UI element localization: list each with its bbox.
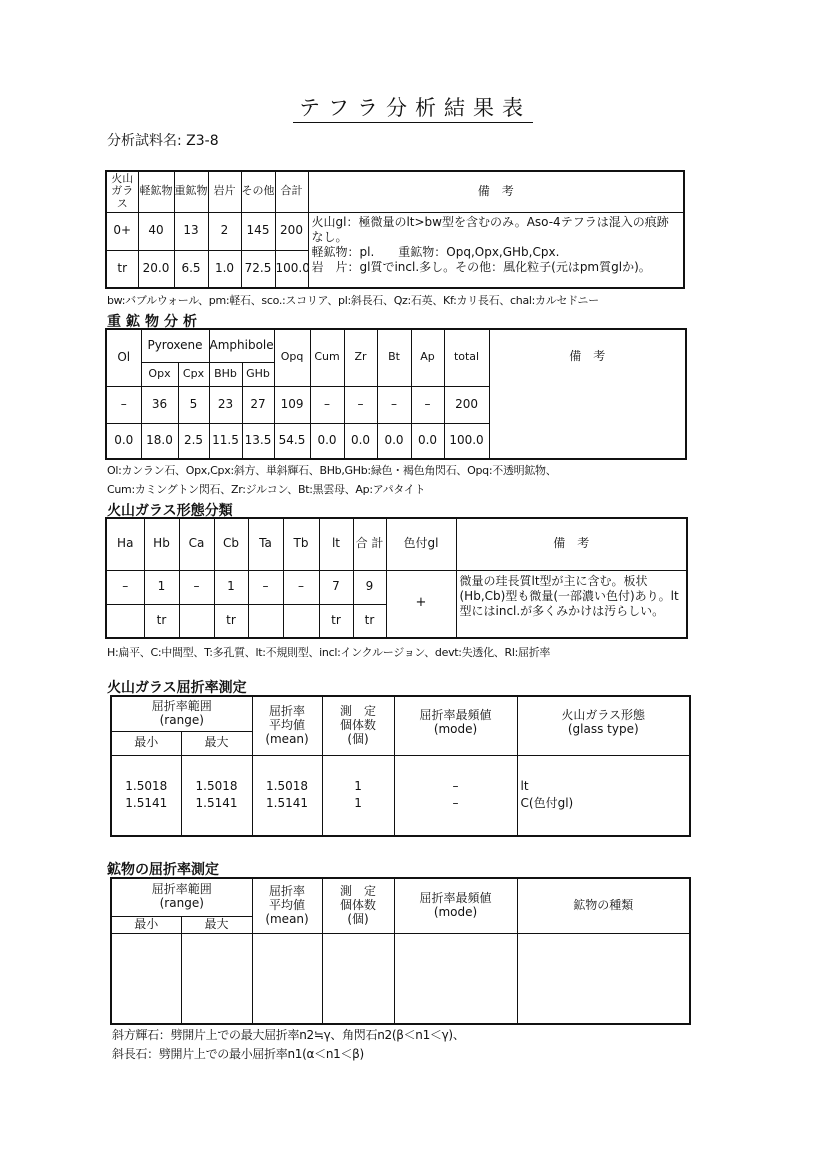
header-cum: Cum bbox=[310, 329, 344, 386]
cell: – bbox=[344, 386, 377, 423]
page-title: テフラ分析結果表 bbox=[0, 92, 826, 122]
header-mean-line: 屈折率 bbox=[269, 884, 306, 899]
mineral-ri-table bbox=[110, 877, 691, 1025]
header-ap: Ap bbox=[411, 329, 444, 386]
glass-ri-header-row bbox=[111, 696, 690, 731]
heavy-mineral-section-title: 重鉱物分析 bbox=[107, 314, 202, 330]
cell-mode bbox=[394, 933, 517, 1024]
cell: 13.5 bbox=[242, 423, 274, 459]
header-mineral-kind: 鉱物の種類 bbox=[517, 878, 690, 933]
cell: 109 bbox=[274, 386, 310, 423]
header-volcanic-glass: 火山ガラス bbox=[106, 171, 138, 212]
header-max: 最大 bbox=[181, 731, 252, 755]
header-range bbox=[111, 696, 252, 731]
cell bbox=[248, 604, 283, 638]
header-total: 合計 bbox=[275, 171, 308, 212]
cell-mineral-kind bbox=[517, 933, 690, 1024]
cell: 72.5 bbox=[241, 250, 275, 288]
cell-mean: 1.5018 1.5141 bbox=[252, 755, 322, 836]
cell: 200 bbox=[275, 212, 308, 250]
cell: 2 bbox=[208, 212, 241, 250]
cell: 100.0 bbox=[444, 423, 489, 459]
cell: – bbox=[106, 570, 144, 604]
cell: 18.0 bbox=[141, 423, 178, 459]
cell bbox=[283, 604, 319, 638]
header-ghb: GHb bbox=[242, 362, 274, 386]
cell: tr bbox=[106, 250, 138, 288]
cell: 54.5 bbox=[274, 423, 310, 459]
header-tb: Tb bbox=[283, 518, 319, 570]
heavy-mineral-table bbox=[105, 328, 687, 460]
cell: 6.5 bbox=[174, 250, 208, 288]
cell: 13 bbox=[174, 212, 208, 250]
glass-header-row bbox=[106, 518, 687, 570]
mineral-ri-header-row bbox=[111, 878, 690, 916]
composition-legend: bw:バブルウォール、pm:軽石、sco.:スコリア、pl:斜長石、Qz:石英、Kf:カリ長石、chal:カルセドニー bbox=[107, 294, 599, 307]
cell: – bbox=[179, 570, 214, 604]
header-count-line: 測 定 bbox=[340, 884, 377, 899]
sample-name: 分析試料名: Z3-8 bbox=[107, 133, 219, 149]
cell-min bbox=[111, 933, 181, 1024]
header-glass-type-line: 火山ガラス形態 bbox=[561, 708, 646, 722]
header-hb: Hb bbox=[144, 518, 179, 570]
cell: 11.5 bbox=[209, 423, 242, 459]
header-mode-line: 屈折率最頻値 bbox=[419, 708, 492, 722]
header-mode bbox=[394, 696, 517, 755]
header-ha: Ha bbox=[106, 518, 144, 570]
header-mean bbox=[252, 878, 322, 933]
cell bbox=[179, 604, 214, 638]
header-glass-type bbox=[517, 696, 690, 755]
composition-count-row bbox=[106, 212, 684, 250]
cell: – bbox=[377, 386, 411, 423]
cell: 1 bbox=[144, 570, 179, 604]
mineral-ri-note-1: 斜方輝石：劈開片上での最大屈折率n2≒γ、角閃石n2(β＜n1＜γ)、 bbox=[112, 1028, 465, 1042]
header-max: 最大 bbox=[181, 916, 252, 933]
cell: 0.0 bbox=[106, 423, 141, 459]
cell: – bbox=[248, 570, 283, 604]
cell: 2.5 bbox=[178, 423, 209, 459]
cell: 200 bbox=[444, 386, 489, 423]
glass-legend: H:扁平、C:中間型、T:多孔質、lt:不規則型、incl:インクルージョン、devt:失透化、Rl:屈折率 bbox=[107, 646, 551, 659]
header-range-en: (range) bbox=[159, 896, 204, 911]
cell-max bbox=[181, 933, 252, 1024]
cell-glass-type: lt C(色付gl) bbox=[517, 755, 690, 836]
header-pyroxene: Pyroxene bbox=[141, 329, 209, 362]
composition-remarks bbox=[308, 212, 684, 288]
cell: 100.0 bbox=[275, 250, 308, 288]
cell-count: 1 1 bbox=[322, 755, 394, 836]
header-glass-type-line: (glass type) bbox=[567, 721, 639, 736]
header-count-line: (個) bbox=[347, 731, 369, 746]
cell: – bbox=[310, 386, 344, 423]
cell: 145 bbox=[241, 212, 275, 250]
header-count-line: 個体数 bbox=[340, 897, 377, 912]
remark-line: 火山gl：極微量のlt>bw型を含むのみ。Aso-4テフラは混入の痕跡なし。 bbox=[311, 214, 669, 244]
mineral-ri-section-title: 鉱物の屈折率測定 bbox=[107, 862, 219, 878]
header-count-line: 個体数 bbox=[340, 717, 377, 732]
header-range-en: (range) bbox=[159, 712, 204, 727]
header-total: 合 計 bbox=[353, 518, 386, 570]
heavy-remarks: 備 考 bbox=[489, 329, 686, 459]
header-heavy-mineral: 重鉱物 bbox=[174, 171, 208, 212]
header-cpx: Cpx bbox=[178, 362, 209, 386]
header-ol: Ol bbox=[106, 329, 141, 386]
header-bt: Bt bbox=[377, 329, 411, 386]
cell bbox=[106, 604, 144, 638]
cell: 5 bbox=[178, 386, 209, 423]
cell: tr bbox=[214, 604, 248, 638]
cell: tr bbox=[144, 604, 179, 638]
cell: 27 bbox=[242, 386, 274, 423]
header-min: 最小 bbox=[111, 916, 181, 933]
colored-glass-value: + bbox=[386, 570, 456, 638]
cell-max: 1.5018 1.5141 bbox=[181, 755, 252, 836]
header-ca: Ca bbox=[179, 518, 214, 570]
heavy-legend-line-2: Cum:カミングトン閃石、Zr:ジルコン、Bt:黒雲母、Ap:アパタイト bbox=[107, 483, 426, 496]
mineral-ri-note-2: 斜長石：劈開片上での最小屈折率n1(α＜n1＜β) bbox=[112, 1047, 364, 1061]
header-bhb: BHb bbox=[209, 362, 242, 386]
glass-remarks: 微量の珪長質lt型が主に含む。板状(Hb,Cb)型も微量(一部濃い色付)あり。lt型にはincl.が多くみかけは汚らしい。 bbox=[456, 570, 687, 638]
header-lt: lt bbox=[319, 518, 353, 570]
cell: 23 bbox=[209, 386, 242, 423]
mineral-ri-data-row bbox=[111, 933, 690, 1024]
glass-ri-section-title: 火山ガラス屈折率測定 bbox=[107, 680, 247, 696]
cell: 0.0 bbox=[377, 423, 411, 459]
glass-ri-table bbox=[110, 695, 691, 837]
cell: 0.0 bbox=[344, 423, 377, 459]
cell: 0.0 bbox=[310, 423, 344, 459]
cell-mean bbox=[252, 933, 322, 1024]
cell: – bbox=[106, 386, 141, 423]
cell: tr bbox=[319, 604, 353, 638]
header-lithic: 岩片 bbox=[208, 171, 241, 212]
header-amphibole: Amphibole bbox=[209, 329, 274, 362]
header-range-ja: 屈折率範囲 bbox=[151, 882, 212, 897]
header-mean-line: 平均値 bbox=[269, 717, 306, 732]
header-total: total bbox=[444, 329, 489, 386]
header-mean-line: 屈折率 bbox=[269, 704, 306, 719]
composition-table bbox=[105, 170, 685, 289]
composition-header-row bbox=[106, 171, 684, 212]
header-mean-line: 平均値 bbox=[269, 897, 306, 912]
header-zr: Zr bbox=[344, 329, 377, 386]
cell: 0+ bbox=[106, 212, 138, 250]
header-range bbox=[111, 878, 252, 916]
cell: 1.0 bbox=[208, 250, 241, 288]
remark-line: 岩 片：gl質でincl.多し。その他：風化粒子(元はpm質glか)。 bbox=[311, 259, 651, 274]
cell: 0.0 bbox=[411, 423, 444, 459]
header-other: その他 bbox=[241, 171, 275, 212]
remark-line: 軽鉱物：pl. 重鉱物：Opq,Opx,GHb,Cpx. bbox=[311, 244, 560, 259]
header-mode-line: 屈折率最頻値 bbox=[419, 890, 492, 905]
heavy-legend-line-1: Ol:カンラン石、Opx,Cpx:斜方、単斜輝石、BHb,GHb:緑色・褐色角閃石、Opq:不透明鉱物、 bbox=[107, 464, 557, 477]
cell: 36 bbox=[141, 386, 178, 423]
header-mean bbox=[252, 696, 322, 755]
header-ta: Ta bbox=[248, 518, 283, 570]
glass-count-row bbox=[106, 570, 687, 604]
cell: 40 bbox=[138, 212, 174, 250]
header-light-mineral: 軽鉱物 bbox=[138, 171, 174, 212]
header-cb: Cb bbox=[214, 518, 248, 570]
glass-ri-data-row bbox=[111, 755, 690, 836]
header-remarks: 備 考 bbox=[456, 518, 687, 570]
header-count-line: (個) bbox=[347, 911, 369, 926]
header-mode-line: (mode) bbox=[433, 904, 478, 919]
header-count-line: 測 定 bbox=[340, 704, 377, 719]
cell: – bbox=[283, 570, 319, 604]
cell: 1 bbox=[214, 570, 248, 604]
cell: 7 bbox=[319, 570, 353, 604]
header-mean-line: (mean) bbox=[265, 911, 309, 926]
header-opx: Opx bbox=[141, 362, 178, 386]
cell: 9 bbox=[353, 570, 386, 604]
header-count bbox=[322, 696, 394, 755]
header-colored-glass: 色付gl bbox=[386, 518, 456, 570]
header-mean-line: (mean) bbox=[265, 731, 309, 746]
cell-count bbox=[322, 933, 394, 1024]
heavy-header-row bbox=[106, 329, 686, 362]
header-min: 最小 bbox=[111, 731, 181, 755]
header-remarks: 備 考 bbox=[308, 171, 684, 212]
cell-mode: – – bbox=[394, 755, 517, 836]
cell: 20.0 bbox=[138, 250, 174, 288]
glass-morphology-table bbox=[105, 517, 688, 639]
header-mode-line: (mode) bbox=[433, 721, 478, 736]
header-mode bbox=[394, 878, 517, 933]
header-opq: Opq bbox=[274, 329, 310, 386]
cell: tr bbox=[353, 604, 386, 638]
cell: – bbox=[411, 386, 444, 423]
header-count bbox=[322, 878, 394, 933]
cell-min: 1.5018 1.5141 bbox=[111, 755, 181, 836]
header-range-ja: 屈折率範囲 bbox=[151, 698, 212, 713]
glass-morphology-section-title: 火山ガラス形態分類 bbox=[107, 503, 233, 519]
